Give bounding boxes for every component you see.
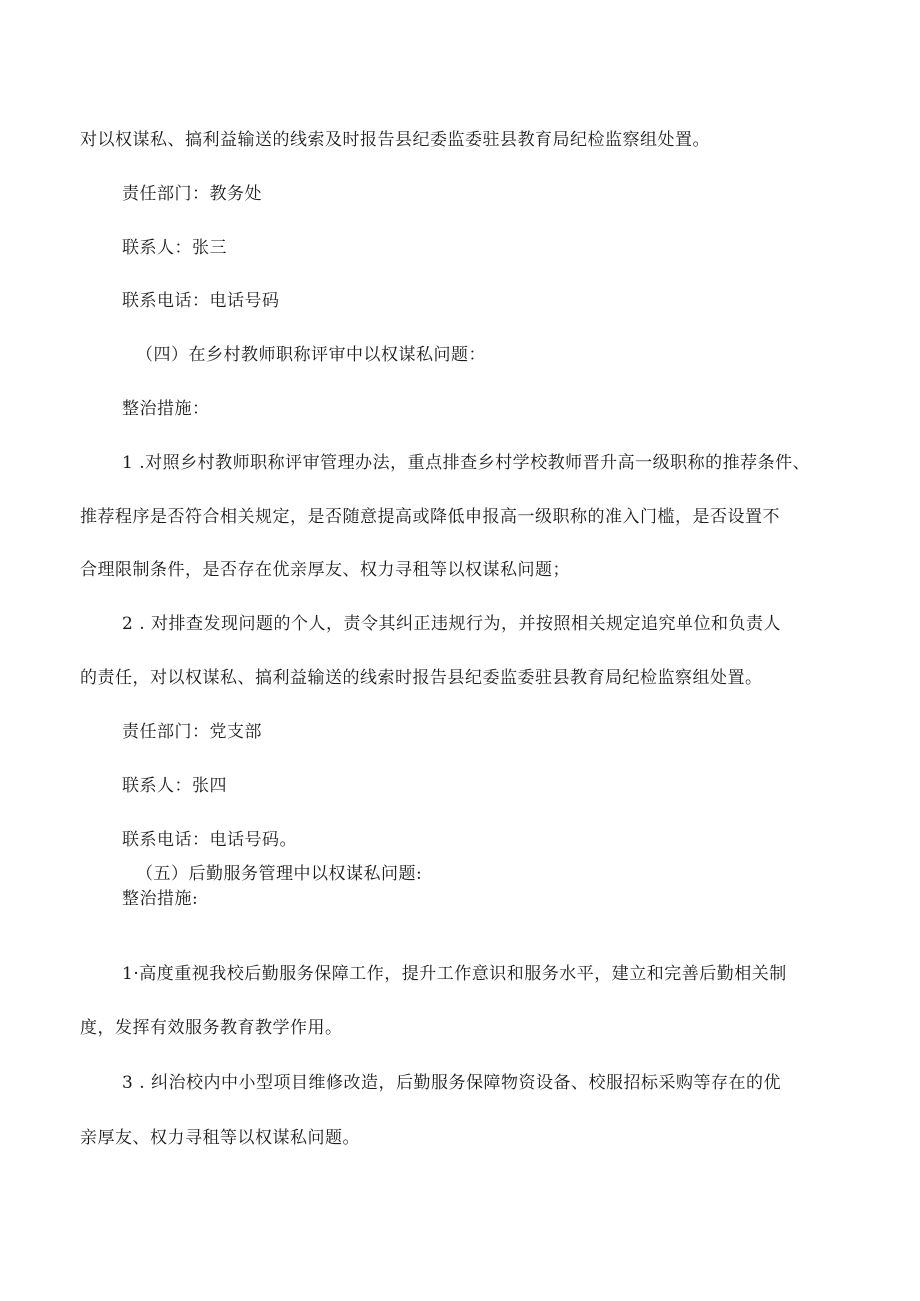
paragraph-line: 合理限制条件，是否存在优亲厚友、权力寻租等以权谋私问题； <box>80 560 570 580</box>
paragraph-line: 推荐程序是否符合相关规定，是否随意提高或降低申报高一级职称的准入门槛，是否设置不 <box>80 507 780 527</box>
paragraph-line: 对以权谋私、搞利益输送的线索及时报告县纪委监委驻县教育局纪检监察组处置。 <box>80 130 710 150</box>
section-heading: （五）后勤服务管理中以权谋私问题: <box>136 864 423 884</box>
paragraph-line: 亲厚友、权力寻租等以权谋私问题。 <box>80 1128 360 1148</box>
contact-phone: 联系电话：电话号码。 <box>122 830 297 850</box>
paragraph-line: 1·高度重视我校后勤服务保障工作，提升工作意识和服务水平，建立和完善后勤相关制 <box>122 964 787 984</box>
section-heading: （四）在乡村教师职称评审中以权谋私问题： <box>136 345 486 365</box>
paragraph-line: 3 . 纠治校内中小型项目维修改造，后勤服务保障物资设备、校服招标采购等存在的优 <box>122 1073 782 1093</box>
contact-person: 联系人：张三 <box>122 238 227 258</box>
contact-person: 联系人：张四 <box>122 776 227 796</box>
paragraph-line: 的责任，对以权谋私、搞利益输送的线索时报告县纪委监委驻县教育局纪检监察组处置。 <box>80 668 763 688</box>
measures-heading: 整治措施： <box>122 399 210 419</box>
paragraph-line: 1 .对照乡村教师职称评审管理办法，重点排查乡村学校教师晋升高一级职称的推荐条件、 <box>122 453 811 473</box>
paragraph-line: 度，发挥有效服务教育教学作用。 <box>80 1018 343 1038</box>
paragraph-line: 2 . 对排查发现问题的个人，责令其纠正违规行为，并按照相关规定追究单位和负责人 <box>122 614 782 634</box>
responsible-department: 责任部门：教务处 <box>122 184 262 204</box>
measures-heading: 整治措施: <box>122 889 199 909</box>
responsible-department: 责任部门：党支部 <box>122 722 262 742</box>
contact-phone: 联系电话：电话号码 <box>122 291 280 311</box>
